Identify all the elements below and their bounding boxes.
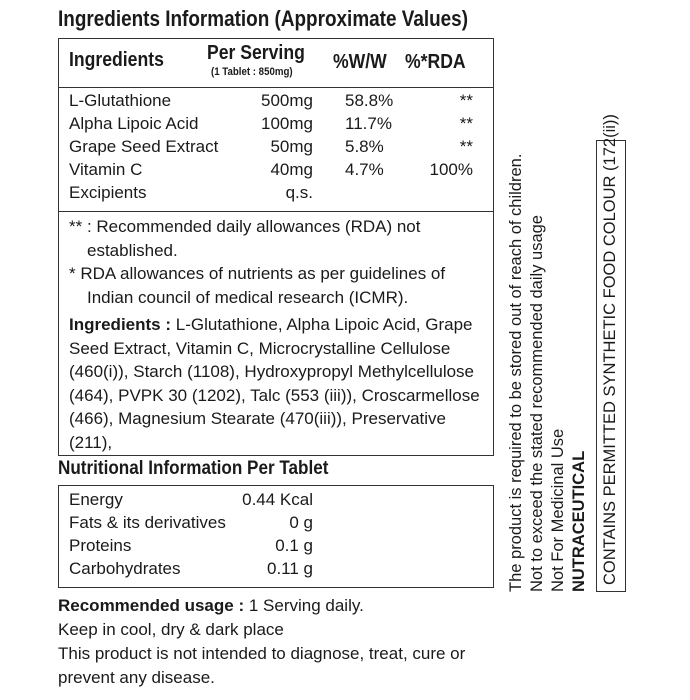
vertical-warnings [506, 142, 590, 592]
ingredient-rda: ** [459, 137, 473, 156]
header-divider [59, 87, 493, 88]
disclaimer: This product is not intended to diagnose, treat, cure or prevent any disease. [58, 644, 466, 687]
nutrition-table [58, 485, 494, 588]
ingredients-info-title: Ingredients Information (Approximate Values) [58, 6, 469, 31]
nutrient-name: Carbohydrates [69, 559, 181, 578]
header-rda: %*RDA [405, 51, 466, 73]
ingredient-ww: 11.7% [345, 114, 392, 133]
usage-label: Recommended usage : [58, 596, 245, 615]
table-row [59, 490, 493, 513]
notes-section [69, 215, 481, 454]
table-row [59, 160, 493, 183]
nutrition-title: Nutritional Information Per Tablet [58, 458, 329, 479]
ingredients-text: L-Glutathione, Alpha Lipoic Acid, Grape Seed Extract, Vitamin C, Microcrystalline Cellulose (460(i)), Starch (1108), Hydroxypropyl Methylcellulose (464), PVPK 30 (1202), Talc (553 (iii)), Croscarmellose (466), Magnesium Stearate (470(iii)), Preservative (211), [69, 315, 480, 452]
food-colour-notice: CONTAINS PERMITTED SYNTHETIC FOOD COLOUR (172(ii)) [596, 140, 626, 592]
header-ww: %W/W [333, 51, 387, 73]
dosage-warning: Not to exceed the stated recommended daily usage [528, 215, 546, 592]
ingredient-ww: 5.8% [345, 137, 384, 156]
nutrient-value: 0.44 Kcal [242, 490, 313, 509]
nutrient-value: 0.11 g [266, 559, 313, 578]
ingredients-label: Ingredients : [69, 315, 172, 334]
ingredient-name: Vitamin C [69, 160, 143, 179]
nutrient-value: 0.1 g [275, 536, 313, 555]
ingredient-ww: 58.8% [345, 91, 394, 110]
nutrient-name: Fats & its derivatives [69, 513, 226, 532]
nutraceutical-label [569, 142, 590, 592]
header-ingredients: Ingredients [69, 49, 164, 71]
nutrient-name: Proteins [69, 536, 132, 555]
usage-text: 1 Serving daily. [248, 596, 364, 615]
ingredient-amount: 100mg [261, 114, 313, 133]
ingredient-rda: 100% [429, 160, 473, 179]
ingredient-rda: ** [459, 91, 473, 110]
table-row [59, 513, 493, 536]
ingredients-list [69, 313, 481, 454]
table-row [59, 137, 493, 160]
storage-warning: The product is required to be stored out of reach of children. [507, 153, 525, 592]
ingredient-name: Alpha Lipoic Acid [69, 114, 199, 133]
table-row [59, 114, 493, 137]
storage-instructions: Keep in cool, dry & dark place [58, 620, 284, 639]
table-row [59, 183, 493, 206]
recommended-usage [58, 594, 488, 618]
ingredient-name: L-Glutathione [69, 91, 172, 110]
rda-not-established-note: ** : Recommended daily allowances (RDA) not established. [69, 217, 421, 260]
ingredient-name: Excipients [69, 183, 147, 202]
ingredient-amount: q.s. [285, 183, 313, 202]
notes-divider [59, 211, 493, 212]
icmr-note: * RDA allowances of nutrients as per guidelines of Indian council of medical research (ICMR). [69, 264, 446, 307]
ingredient-ww: 4.7% [345, 160, 384, 179]
header-per-serving-sub: (1 Tablet : 850mg) [211, 66, 293, 78]
table-row [59, 536, 493, 559]
usage-section [58, 594, 488, 690]
table-row [59, 559, 493, 582]
ingredient-amount: 500mg [261, 91, 313, 110]
table-row [59, 91, 493, 114]
ingredient-amount: 50mg [270, 137, 313, 156]
ingredients-table [58, 38, 494, 456]
ingredient-amount: 40mg [270, 160, 313, 179]
ingredient-rda: ** [459, 114, 473, 133]
nutrient-name: Energy [69, 490, 123, 509]
header-per-serving: Per Serving [207, 42, 305, 64]
ingredient-name: Grape Seed Extract [69, 137, 219, 156]
not-medicinal-note: Not For Medicinal Use [549, 428, 567, 592]
nutraceutical-text: NUTRACEUTICAL [570, 450, 588, 592]
nutrient-value: 0 g [289, 513, 313, 532]
